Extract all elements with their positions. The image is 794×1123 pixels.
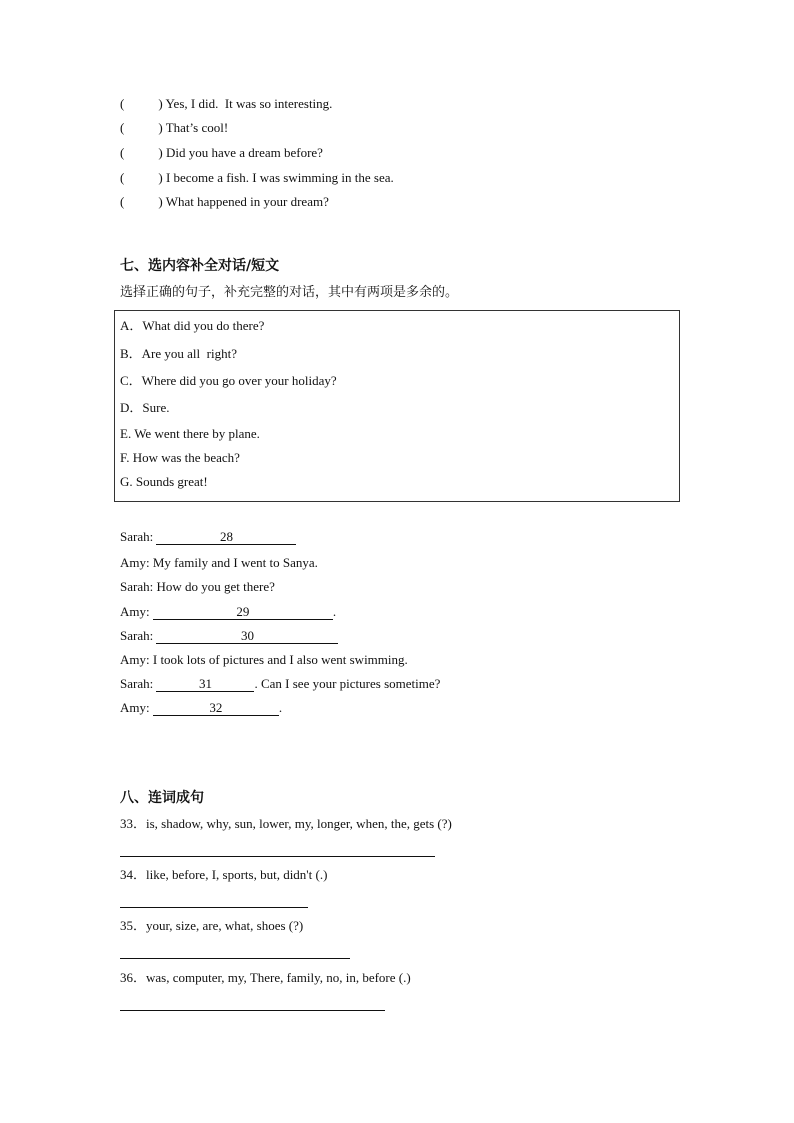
dialogue-line: [120, 628, 338, 644]
line-tail: . Can I see your pictures sometime?: [254, 676, 441, 691]
blank-number: 32: [209, 700, 223, 715]
dialogue-line: [120, 529, 296, 545]
speaker: Amy:: [120, 604, 150, 619]
matching-item: [120, 145, 323, 161]
paren-open: (: [120, 170, 125, 185]
dialogue-line: [120, 604, 336, 620]
answer-blank-28[interactable]: [156, 530, 296, 545]
blank-number: 29: [236, 604, 250, 619]
matching-text: That’s cool!: [165, 120, 229, 135]
matching-text: I become a fish. I was swimming in the sea.: [165, 170, 394, 185]
paren-close: ): [158, 145, 163, 160]
section7-instruction: 选择正确的句子，补充完整的对话，其中有两项是多余的。: [120, 285, 459, 300]
paren-close: ): [158, 96, 163, 111]
answer-blank-32[interactable]: [153, 701, 279, 716]
answer-line-34[interactable]: [120, 907, 308, 908]
dialogue-line: Sarah: How do you get there?: [120, 579, 275, 594]
question-34: 34．like, before, I, sports, but, didn't (.): [120, 867, 328, 882]
matching-item: [120, 120, 228, 136]
question-35: 35．your, size, are, what, shoes (?): [120, 918, 304, 933]
dialogue-line: [120, 676, 440, 692]
section7-title: 七、选内容补全对话/短文: [120, 258, 280, 274]
paren-close: ): [158, 120, 163, 135]
matching-text: Did you have a dream before?: [165, 145, 323, 160]
answer-blank-31[interactable]: [156, 677, 254, 692]
answer-line-36[interactable]: [120, 1010, 385, 1011]
paren-open: (: [120, 96, 125, 111]
question-33: 33．is, shadow, why, sun, lower, my, longer, when, the, gets (?): [120, 816, 452, 831]
section8-title: 八、连词成句: [120, 790, 204, 806]
answer-line-35[interactable]: [120, 958, 350, 959]
paren-close: ): [158, 194, 163, 209]
dialogue-line: Amy: My family and I went to Sanya.: [120, 555, 318, 570]
option-d: D．Sure.: [120, 400, 170, 415]
paren-open: (: [120, 120, 125, 135]
answer-blank-30[interactable]: [156, 629, 338, 644]
answer-blank-29[interactable]: [153, 605, 333, 620]
answer-line-33[interactable]: [120, 856, 435, 857]
question-36: 36．was, computer, my, There, family, no, in, before (.): [120, 970, 411, 985]
blank-number: 31: [198, 676, 212, 691]
paren-open: (: [120, 145, 125, 160]
option-c: C．Where did you go over your holiday?: [120, 373, 337, 388]
option-a: A．What did you do there?: [120, 318, 265, 333]
blank-number: 30: [240, 628, 254, 643]
speaker: Sarah:: [120, 628, 154, 643]
matching-item: [120, 194, 329, 210]
dialogue-line: [120, 700, 282, 716]
speaker: Sarah:: [120, 529, 154, 544]
dialogue-line: Amy: I took lots of pictures and I also went swimming.: [120, 652, 408, 667]
matching-item: [120, 170, 394, 186]
option-e: E. We went there by plane.: [120, 426, 260, 441]
option-g: G. Sounds great!: [120, 474, 208, 489]
matching-text: What happened in your dream?: [165, 194, 329, 209]
paren-open: (: [120, 194, 125, 209]
matching-text: Yes, I did. It was so interesting.: [165, 96, 333, 111]
matching-item: [120, 96, 332, 112]
option-b: B．Are you all right?: [120, 346, 237, 361]
paren-close: ): [158, 170, 163, 185]
option-f: F. How was the beach?: [120, 450, 240, 465]
speaker: Amy:: [120, 700, 150, 715]
options-box: [114, 310, 680, 502]
blank-number: 28: [219, 529, 233, 544]
line-tail: .: [278, 700, 283, 715]
speaker: Sarah:: [120, 676, 154, 691]
line-tail: .: [332, 604, 337, 619]
